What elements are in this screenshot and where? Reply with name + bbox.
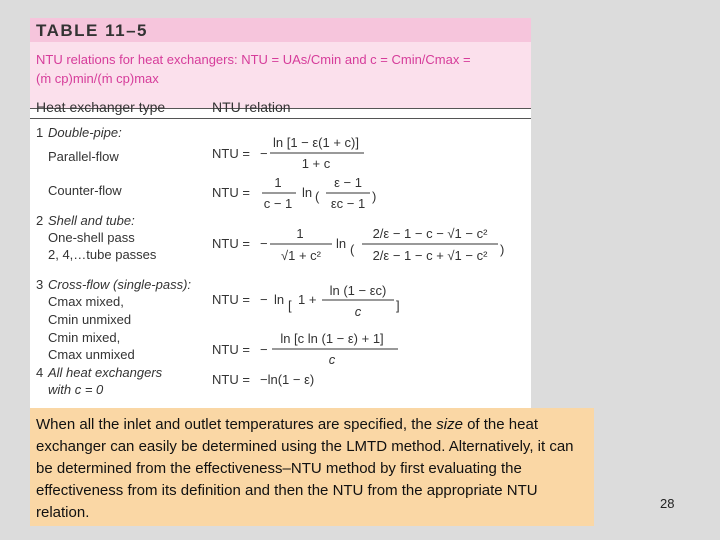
- f2-right-paren: ): [372, 189, 377, 204]
- ntu-label: NTU =: [212, 342, 250, 357]
- row-4-title: All heat exchangers: [48, 365, 163, 380]
- column-header-relation: NTU relation: [212, 99, 291, 115]
- f1-denominator: 1 + c: [301, 156, 331, 171]
- f3b-denominator: 2/ε − 1 − c + √1 − c²: [372, 248, 488, 263]
- table-header-band: [30, 18, 531, 42]
- f4-denominator: c: [354, 304, 362, 319]
- f4-left-bracket: [: [288, 298, 292, 313]
- page-number: 28: [660, 496, 675, 511]
- note-text-before: When all the inlet and outlet temperatures are specified, the: [36, 416, 437, 433]
- f1-numerator: ln [1 − ε(1 + c)]: [273, 135, 359, 150]
- column-header-type: Heat exchanger type: [36, 99, 166, 115]
- f3b-numerator: 2/ε − 1 − c − √1 − c²: [372, 226, 488, 241]
- f5-denominator: c: [328, 352, 336, 367]
- formula-shell-and-tube: [212, 224, 505, 264]
- ntu-label: NTU =: [212, 236, 250, 251]
- ntu-table-figure: [30, 18, 531, 408]
- f4-right-bracket: ]: [396, 298, 400, 313]
- row-1a-label: Parallel-flow: [48, 149, 119, 164]
- ntu-label: NTU =: [212, 185, 250, 200]
- formula-cross-flow-cmin-mixed: [212, 326, 502, 366]
- ntu-label: NTU =: [212, 372, 250, 387]
- svg-text:−: −: [260, 146, 268, 161]
- formula-parallel-flow: [212, 132, 502, 172]
- f2a-denominator: c − 1: [263, 196, 293, 211]
- row-3-number: 3: [36, 277, 44, 292]
- row-2b-label: 2, 4,…tube passes: [48, 247, 157, 262]
- formula-cross-flow-cmax-mixed: [212, 282, 502, 322]
- svg-text:−: −: [260, 236, 268, 251]
- row-2a-label: One-shell pass: [48, 230, 135, 245]
- row-4-subtitle: with c = 0: [48, 382, 104, 397]
- row-3b-line-1: Cmin mixed,: [48, 330, 121, 345]
- f2b-numerator: ε − 1: [334, 175, 362, 190]
- caption-line-2: (ṁ cp)min/(ṁ cp)max: [36, 71, 159, 86]
- f4-one-plus: 1 +: [298, 292, 317, 307]
- header-rule-bottom: [30, 118, 531, 119]
- caption-line-1: NTU relations for heat exchangers: NTU = UAs/Cmin and c = Cmin/Cmax =: [36, 52, 471, 67]
- row-3-title: Cross-flow (single-pass):: [48, 277, 192, 292]
- row-3a-line-2: Cmin unmixed: [48, 312, 132, 327]
- note-text-emphasis: size: [436, 416, 463, 433]
- f4-numerator: ln (1 − εc): [329, 283, 387, 298]
- f2a-numerator: 1: [274, 175, 282, 190]
- f3-ln: ln: [336, 236, 347, 251]
- f2b-denominator: εc − 1: [330, 196, 366, 211]
- formula-counter-flow: [212, 173, 502, 213]
- formula-all-exchangers: [212, 366, 502, 406]
- row-2-title: Shell and tube:: [48, 213, 135, 228]
- f3a-numerator: 1: [296, 226, 304, 241]
- row-2-number: 2: [36, 213, 44, 228]
- f3-right-paren: ): [500, 242, 505, 257]
- f4-ln: ln: [274, 292, 285, 307]
- f2-ln: ln: [302, 185, 313, 200]
- ntu-label: NTU =: [212, 292, 250, 307]
- f3a-denominator: √1 + c²: [280, 248, 322, 263]
- f5-numerator: ln [c ln (1 − ε) + 1]: [280, 331, 384, 346]
- f6-expression: −ln(1 − ε): [260, 372, 315, 387]
- ntu-label: NTU =: [212, 146, 250, 161]
- note-text-after: of the heat exchanger can easily be determined using the LMTD method. Alternatively, it can be determined from the effectiveness–NTU method by first evaluating the effectiveness from its definition and then the NTU from the appropriate NTU relation.: [36, 416, 574, 521]
- table-label: TABLE 11–5: [36, 21, 149, 40]
- row-1b-label: Counter-flow: [48, 183, 122, 198]
- row-1-number: 1: [36, 125, 44, 140]
- f2-left-paren: (: [315, 189, 320, 204]
- row-3a-line-1: Cmax mixed,: [48, 294, 124, 309]
- explanation-note: [30, 408, 594, 526]
- row-1-title: Double-pipe:: [48, 125, 122, 140]
- svg-text:−: −: [260, 342, 268, 357]
- row-3b-line-2: Cmax unmixed: [48, 347, 135, 362]
- svg-text:−: −: [260, 292, 268, 307]
- f3-left-paren: (: [350, 242, 355, 257]
- row-4-number: 4: [36, 365, 44, 380]
